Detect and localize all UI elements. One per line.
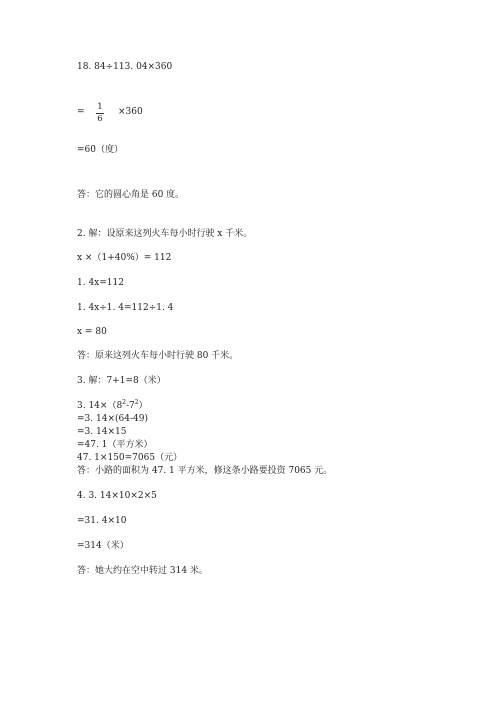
calc-line-3-3: =3. 14×15 bbox=[77, 427, 127, 437]
answer-4: 答：她大约在空中转过 314 米。 bbox=[77, 566, 208, 576]
calc-line-1: 18. 84÷113. 04×360 bbox=[77, 62, 173, 72]
calc-line-3-1: 3. $14\times(8^2-7^2)$ bbox=[77, 399, 148, 411]
calc-line-2-rest: ×360 bbox=[118, 107, 143, 117]
problem-4-calc: 4. 3. 14×10×2×5 bbox=[77, 491, 157, 501]
problem-3-setup: 3. 解：7+1=8（米） bbox=[77, 376, 166, 386]
fraction-denominator: 6 bbox=[97, 114, 103, 124]
calc-line-4-3: =314（米） bbox=[77, 541, 129, 551]
calc-line-2-equals: = bbox=[77, 107, 85, 117]
calc-line-4-2: =31. 4×10 bbox=[77, 516, 127, 526]
calc-line-3-2: =3. 14×(64-49) bbox=[77, 414, 148, 424]
answer-1: 答：它的圆心角是 60 度。 bbox=[77, 190, 185, 200]
answer-3: 答：小路的面积为 47. 1 平方米，修这条小路要投资 7065 元。 bbox=[77, 466, 333, 476]
equation-line-4: x = 80 bbox=[77, 327, 107, 337]
calc-line-3-4: =47. 1（平方米） bbox=[77, 440, 153, 450]
equation-line-3: 1. 4x÷1. 4=112÷1. 4 bbox=[77, 303, 174, 313]
equation-line-1: x ×（1+40%）= 112 bbox=[77, 253, 172, 263]
fraction-one-sixth bbox=[96, 103, 104, 124]
fraction-numerator: 1 bbox=[97, 102, 103, 112]
problem-2-setup: 2. 解：设原来这列火车每小时行驶 x 千米。 bbox=[77, 229, 253, 239]
equation-line-2: 1. 4x=112 bbox=[77, 278, 124, 288]
calc-line-3-5: 47. 1×150=7065（元） bbox=[77, 453, 183, 463]
calc-line-3: =60（度） bbox=[77, 145, 123, 155]
answer-2: 答：原来这列火车每小时行驶 80 千米。 bbox=[77, 351, 239, 361]
